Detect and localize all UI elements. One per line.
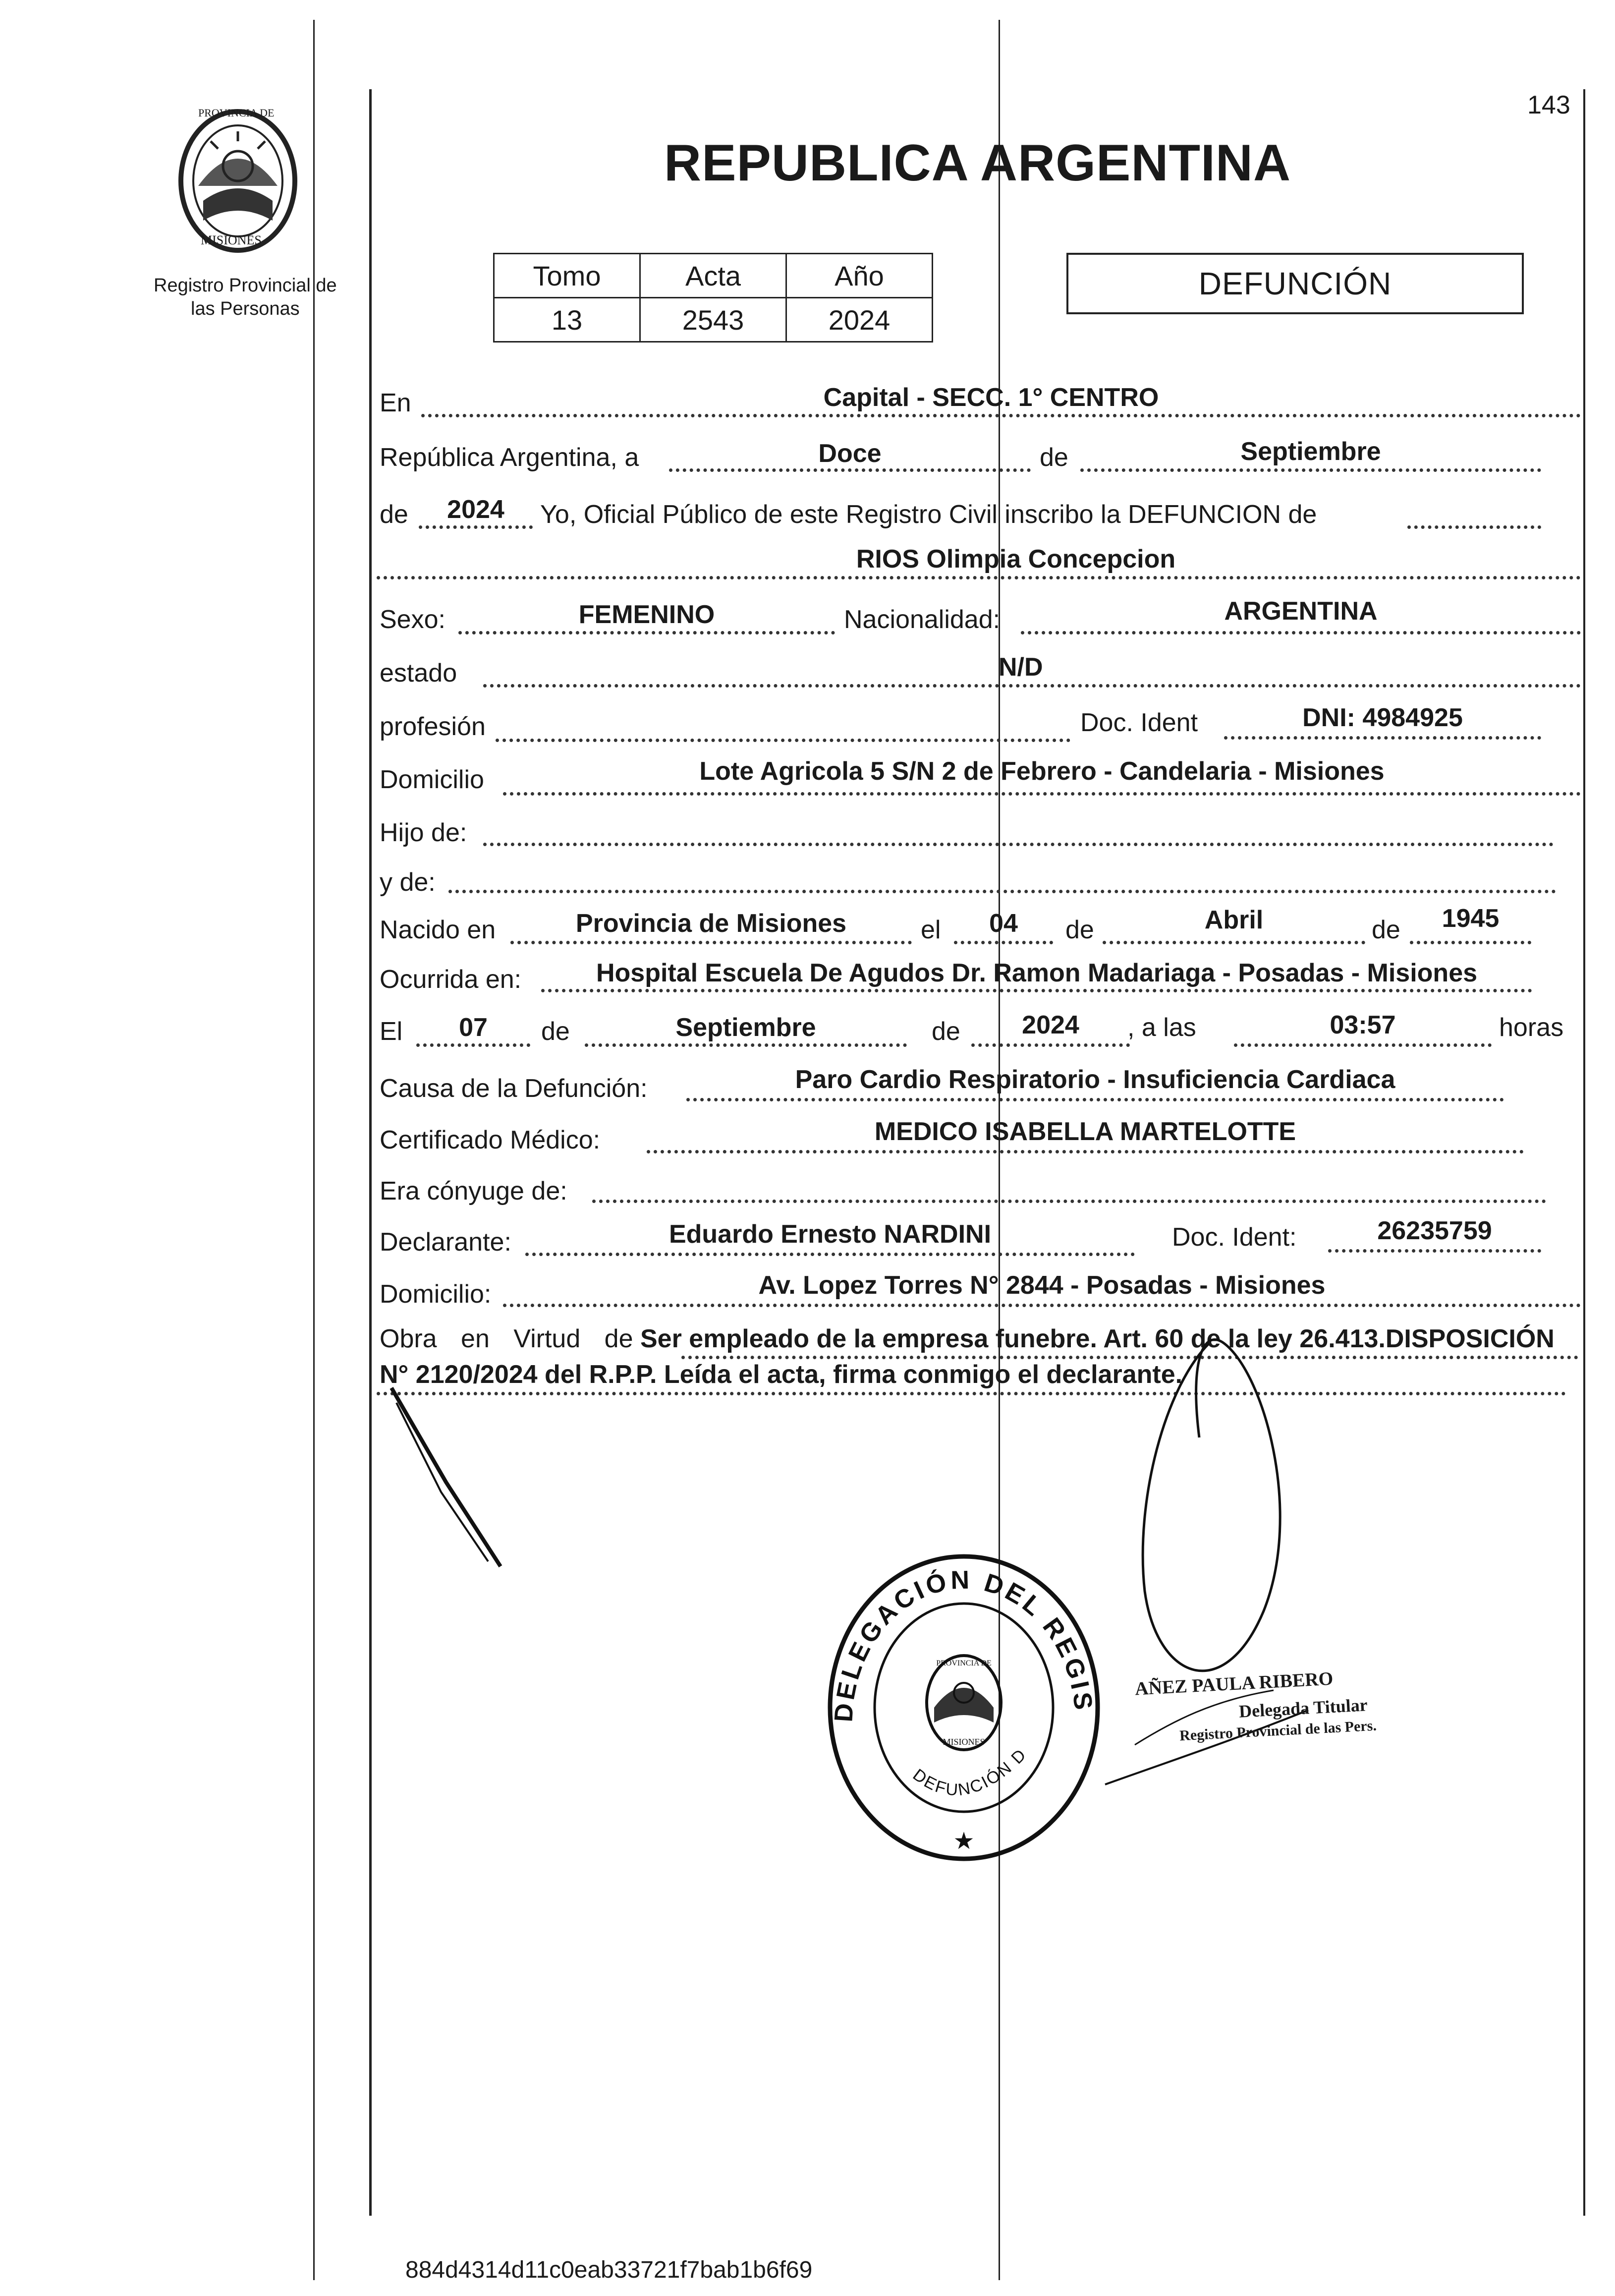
declarante-value: Eduardo Ernesto NARDINI — [668, 1220, 992, 1249]
republica-label: República Argentina, a — [380, 443, 639, 472]
inscribo-dots — [1407, 525, 1541, 529]
day-value: Doce — [818, 439, 882, 468]
left-margin-line — [369, 89, 372, 2216]
conyuge-dots — [592, 1200, 1546, 1203]
pen-stroke — [382, 1383, 510, 1576]
left-fold-line — [313, 20, 315, 2280]
act-type-box: DEFUNCIÓN — [1066, 253, 1524, 314]
nacido-value: Provincia de Misiones — [575, 909, 847, 938]
star-icon: ★ — [953, 1828, 975, 1854]
de-label-3: de — [1065, 916, 1094, 944]
ocurrida-dots — [541, 989, 1532, 992]
yde-label: y de: — [380, 868, 436, 897]
death-month: Septiembre — [675, 1013, 816, 1042]
en-dots — [421, 414, 1581, 417]
profesion-dots — [496, 739, 1070, 742]
birth-day: 04 — [989, 909, 1018, 938]
domicilio2-dots — [503, 1304, 1581, 1307]
ocurrida-label: Ocurrida en: — [380, 965, 522, 994]
ocurrida-value: Hospital Escuela De Agudos Dr. Ramon Madariaga - Posadas - Misiones — [596, 959, 1478, 987]
hijo-label: Hijo de: — [380, 818, 467, 847]
domicilio2-value: Av. Lopez Torres N° 2844 - Posadas - Misiones — [758, 1271, 1326, 1300]
death-time-dots — [1234, 1043, 1492, 1047]
anio-value: 2024 — [786, 298, 933, 342]
death-day: 07 — [459, 1013, 488, 1042]
conyuge-label: Era cónyuge de: — [380, 1177, 567, 1205]
nacionalidad-dots — [1021, 631, 1581, 634]
nacionalidad-value: ARGENTINA — [1224, 597, 1378, 626]
signature — [1075, 1314, 1353, 1819]
inscribo-text: Yo, Oficial Público de este Registro Civil inscribo la DEFUNCION de — [540, 500, 1317, 529]
sexo-dots — [458, 631, 835, 634]
tomo-header: Tomo — [494, 254, 640, 298]
estado-value: N/D — [999, 653, 1043, 682]
acta-header: Acta — [640, 254, 786, 298]
de-label-5: de — [541, 1017, 570, 1046]
obra-text: Ser empleado de la empresa funebre. Art. 60 de la ley 26.413.DISPOSICIÓN N° 2120/2024 del R.P.P. Leída el acta, firma conmigo el declarante. — [380, 1324, 1555, 1389]
tomo-value: 13 — [494, 298, 640, 342]
death-day-dots — [416, 1043, 530, 1047]
deceased-name: RIOS Olimpia Concepcion — [856, 545, 1176, 574]
death-year: 2024 — [1022, 1011, 1079, 1039]
birth-month-dots — [1103, 941, 1365, 944]
horas-label: horas — [1499, 1013, 1564, 1042]
hijo-dots — [483, 843, 1554, 846]
yde-dots — [448, 890, 1556, 893]
registry-name-line1: Registro Provincial de — [154, 275, 337, 296]
doc-ident-dots — [1224, 736, 1541, 740]
seal-text-top: PROVINCIA DE — [198, 107, 275, 119]
signature-stamp-line2: Delegada Titular — [1238, 1695, 1368, 1722]
declarante-dots — [525, 1253, 1135, 1256]
year-dots — [419, 525, 533, 529]
el2-label: El — [380, 1017, 403, 1046]
year-value: 2024 — [447, 495, 504, 524]
nacido-label: Nacido en — [380, 916, 496, 944]
signature-stamp-line1: AÑEZ PAULA RIBERO — [1134, 1668, 1334, 1700]
stamp-inner-top: PROVINCIA DE — [936, 1659, 992, 1667]
causa-value: Paro Cardio Respiratorio - Insuficiencia Cardiaca — [795, 1065, 1395, 1094]
causa-dots — [686, 1098, 1504, 1101]
official-registry-stamp — [823, 1544, 1105, 1861]
day-dots — [669, 468, 1031, 472]
estado-label: estado — [380, 659, 457, 688]
death-time: 03:57 — [1330, 1011, 1396, 1039]
sexo-value: FEMENINO — [578, 600, 715, 629]
obra-lead: Obra en Virtud de — [380, 1324, 633, 1353]
domicilio-dots — [503, 792, 1581, 796]
death-month-dots — [585, 1043, 907, 1047]
anio-header: Año — [786, 254, 933, 298]
de-label-6: de — [932, 1017, 960, 1046]
birth-year: 1945 — [1442, 904, 1500, 933]
doc-ident-label: Doc. Ident — [1080, 708, 1198, 737]
registry-name-line2: las Personas — [191, 298, 300, 319]
month-value: Septiembre — [1240, 437, 1381, 466]
stamp-inner-bottom: MISIONES — [943, 1737, 985, 1747]
doc-ident2-value: 26235759 — [1377, 1216, 1492, 1245]
doc-ident2-label: Doc. Ident: — [1172, 1223, 1297, 1252]
page-number: 143 — [1527, 91, 1570, 119]
profesion-label: profesión — [380, 712, 486, 741]
birth-year-dots — [1410, 941, 1531, 944]
declarante-label: Declarante: — [380, 1228, 511, 1257]
domicilio-label: Domicilio — [380, 765, 484, 794]
de-label-2: de — [380, 500, 408, 529]
doc-ident-value: DNI: 4984925 — [1302, 703, 1463, 732]
domicilio-value: Lote Agricola 5 S/N 2 de Febrero - Candelaria - Misiones — [699, 757, 1385, 786]
deceased-dots — [377, 576, 1581, 579]
nacido-dots — [510, 941, 912, 944]
death-year-dots — [971, 1043, 1130, 1047]
act-box — [493, 253, 933, 343]
right-margin-line — [1583, 89, 1585, 2216]
certificado-value: MEDICO ISABELLA MARTELOTTE — [874, 1117, 1296, 1146]
en-value: Capital - SECC. 1° CENTRO — [823, 383, 1159, 412]
de-label-1: de — [1040, 443, 1068, 472]
seal-text-bottom: MISIONES — [201, 233, 262, 247]
month-dots — [1080, 468, 1541, 472]
sexo-label: Sexo: — [380, 605, 446, 634]
acta-value: 2543 — [640, 298, 786, 342]
registry-stamp-icon — [823, 1544, 1105, 1861]
birth-day-dots — [954, 941, 1053, 944]
signature-stamp-line3: Registro Provincial de las Pers. — [1179, 1717, 1377, 1744]
el-label: el — [921, 916, 941, 944]
stamp-inner-ring: DEFUNCIÓN D — [909, 1744, 1031, 1800]
birth-month: Abril — [1204, 906, 1264, 934]
obra-dots-2 — [377, 1392, 1566, 1395]
a-las-label: , a las — [1127, 1013, 1196, 1042]
en-label: En — [380, 389, 411, 417]
doc-ident2-dots — [1328, 1249, 1541, 1253]
nacionalidad-label: Nacionalidad: — [844, 605, 1001, 634]
de-label-4: de — [1372, 916, 1400, 944]
footer-hash: 884d4314d11c0eab33721f7bab1b6f69 — [405, 2257, 813, 2283]
country-title: REPUBLICA ARGENTINA — [664, 134, 1291, 192]
domicilio2-label: Domicilio: — [380, 1280, 492, 1309]
certificado-label: Certificado Médico: — [380, 1126, 601, 1154]
causa-label: Causa de la Defunción: — [380, 1074, 648, 1103]
certificado-dots — [647, 1150, 1524, 1153]
stamp-ring-text: DELEGACIÓN DEL REGIS — [829, 1565, 1098, 1723]
estado-dots — [483, 684, 1581, 688]
